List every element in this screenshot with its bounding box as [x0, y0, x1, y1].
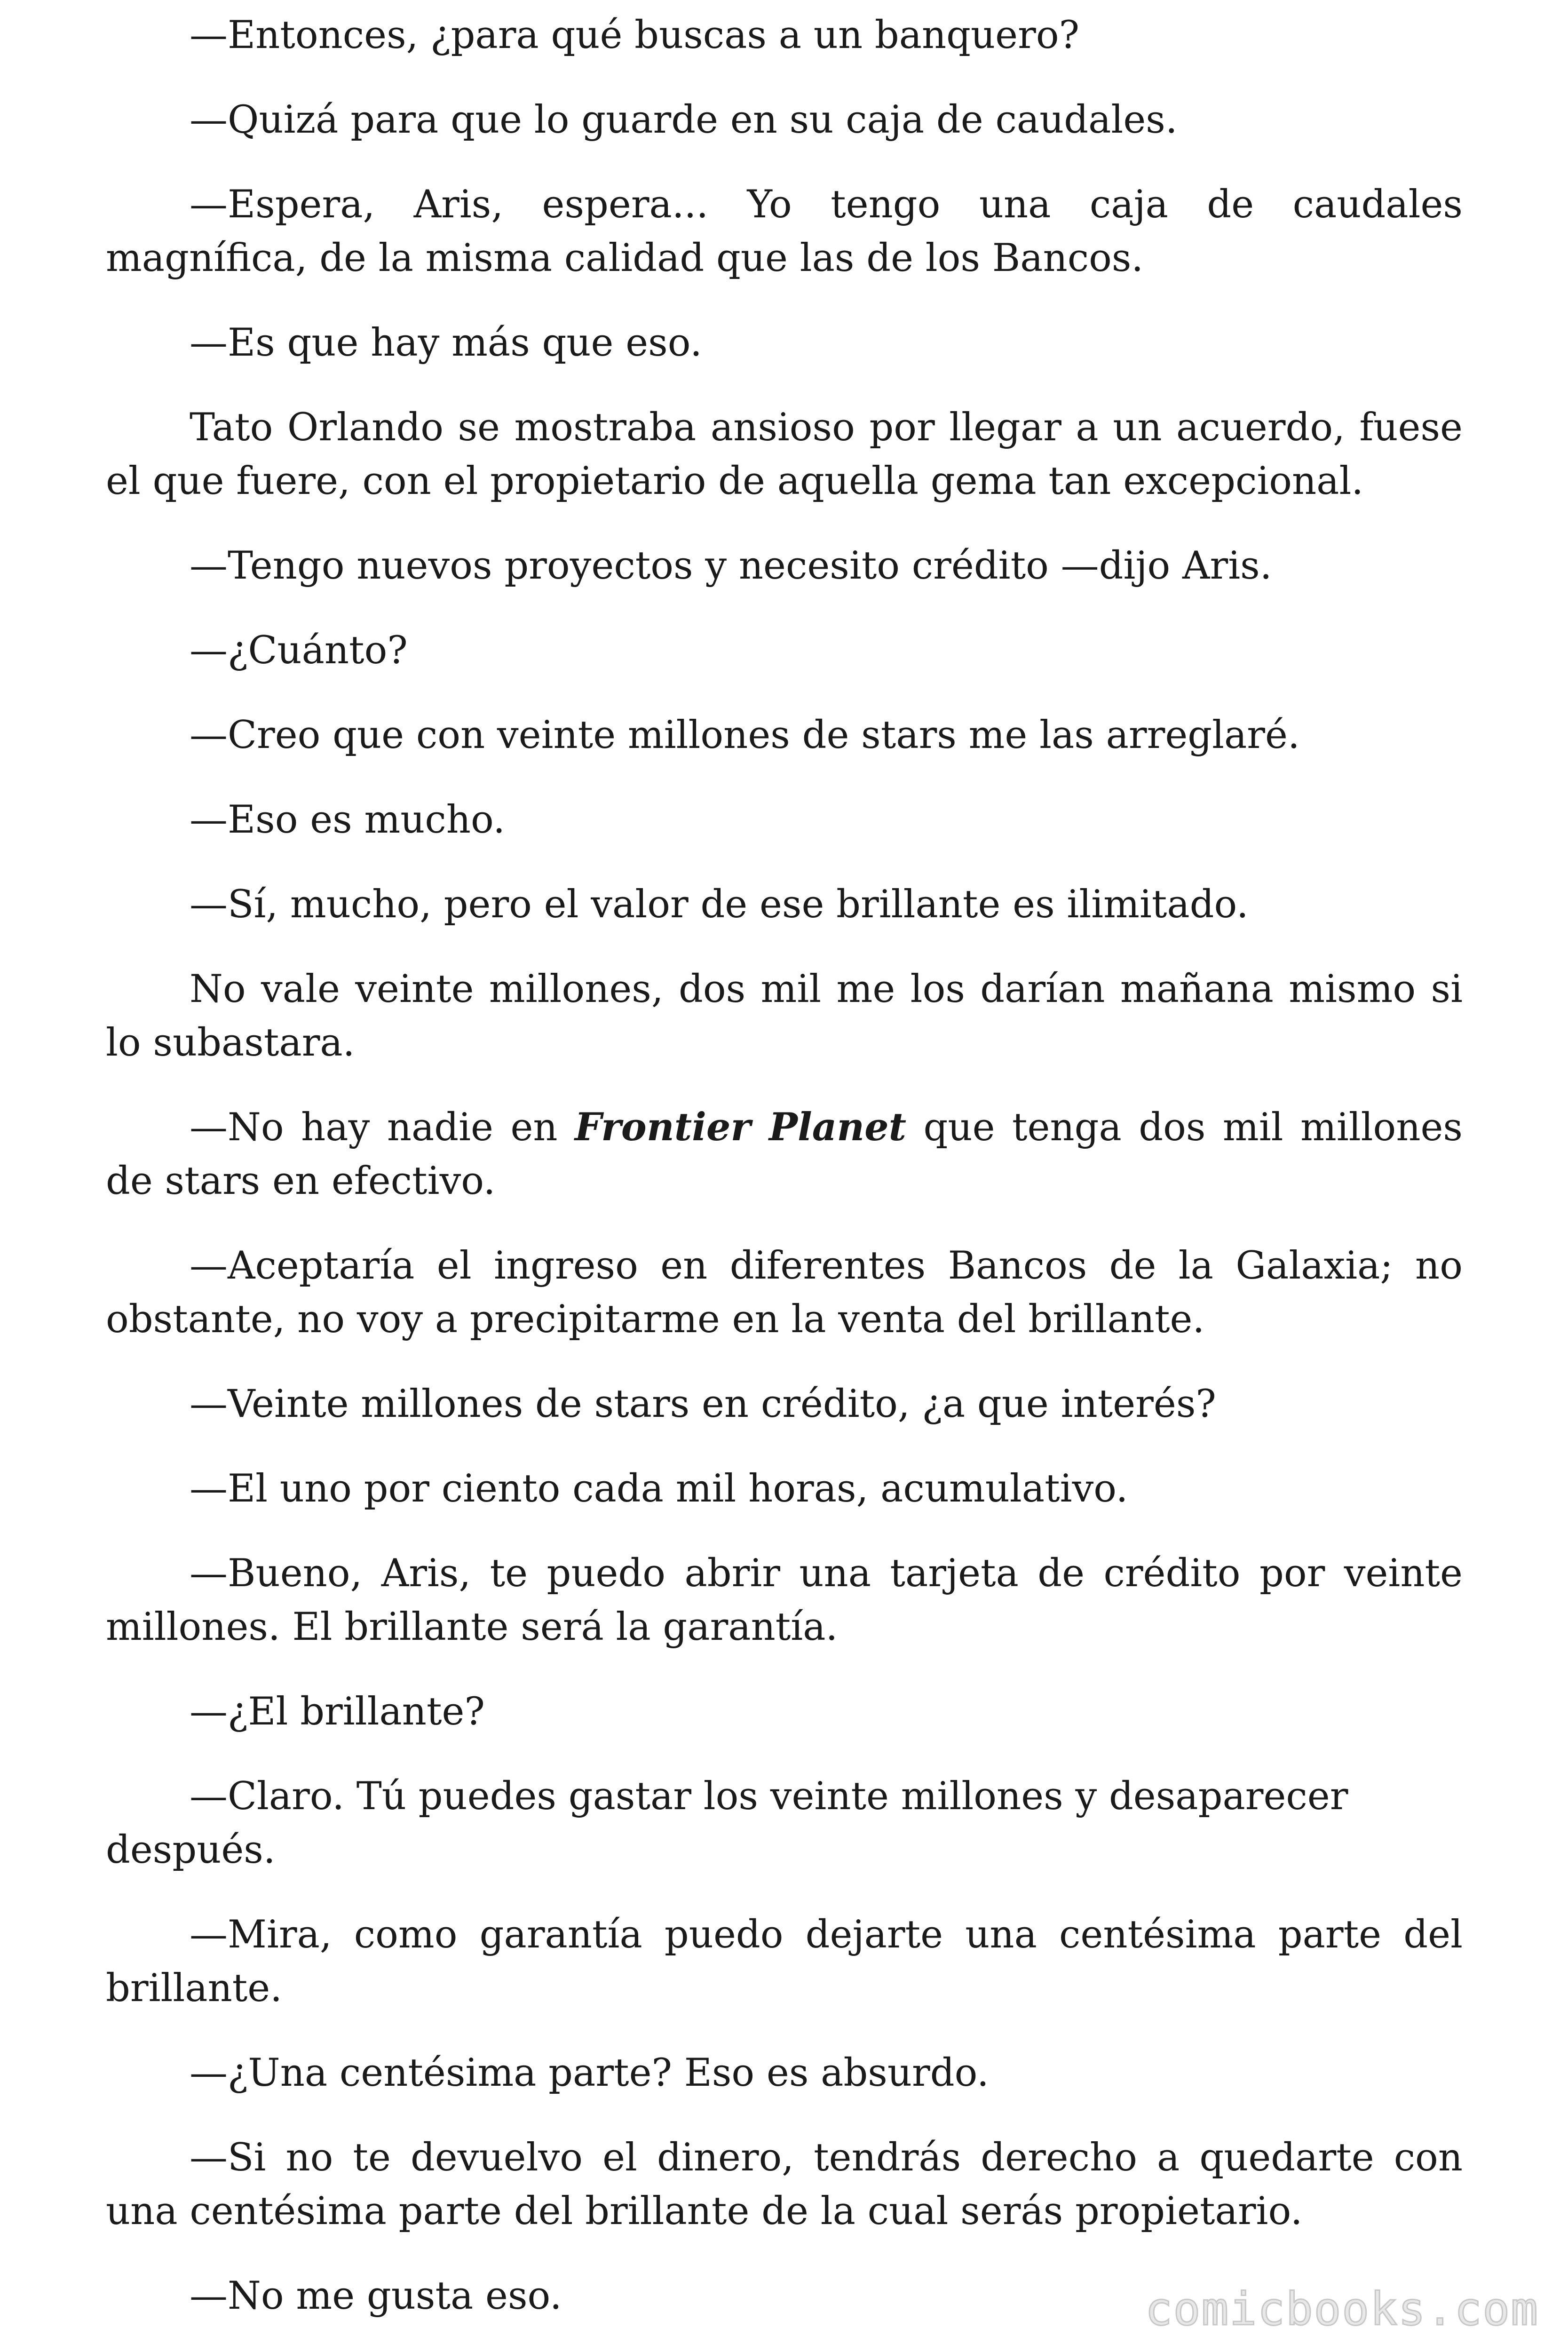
paragraph: [106, 1101, 1463, 1208]
paragraph: —Sí, mucho, pero el valor de ese brillante es ilimitado.: [190, 882, 1249, 927]
paragraph: —¿El brillante?: [190, 1690, 485, 1734]
paragraph: —Entonces, ¿para qué buscas a un banquero?: [190, 13, 1080, 57]
paragraph-text: que tenga dos mil millones de stars en efectivo.: [106, 1105, 1463, 1203]
paragraph: —Eso es mucho.: [190, 798, 506, 842]
paragraph: —Aceptaría el ingreso en diferentes Bancos de la Galaxia; no obstante, no voy a precipitarme en la venta del brillante.: [106, 1244, 1463, 1342]
paragraph-text: —No hay nadie en: [190, 1105, 575, 1150]
paragraph: —¿Una centésima parte? Eso es absurdo.: [190, 2051, 989, 2095]
ship-name-emphasis: Frontier Planet: [575, 1105, 907, 1150]
paragraph: No vale veinte millones, dos mil me los darían mañana mismo si lo subastara.: [106, 967, 1463, 1065]
paragraph: Tato Orlando se mostraba ansioso por llegar a un acuerdo, fuese el que fuere, con el propietario de aquella gema tan excepcional.: [106, 405, 1463, 503]
paragraph: —Bueno, Aris, te puedo abrir una tarjeta de crédito por veinte millones. El brillante será la garantía.: [106, 1551, 1463, 1649]
paragraph: —Es que hay más que eso.: [190, 321, 702, 365]
page-body-text: [106, 8, 1463, 2352]
paragraph: —Veinte millones de stars en crédito, ¿a que interés?: [190, 1382, 1216, 1426]
paragraph: —Claro. Tú puedes gastar los veinte millones y desaparecer después.: [106, 1774, 1348, 1872]
paragraph: —¿Cuánto?: [190, 628, 408, 673]
paragraph: —Tengo nuevos proyectos y necesito crédito —dijo Aris.: [190, 544, 1272, 588]
paragraph: —No me gusta eso.: [190, 2274, 562, 2318]
paragraph: —Creo que con veinte millones de stars me las arreglaré.: [190, 713, 1300, 757]
paragraph: —Mira, como garantía puedo dejarte una centésima parte del brillante.: [106, 1913, 1463, 2010]
paragraph: —Quizá para que lo guarde en su caja de caudales.: [190, 98, 1178, 142]
paragraph: —Si no te devuelvo el dinero, tendrás derecho a quedarte con una centésima parte del brillante de la cual serás propietario.: [106, 2136, 1463, 2233]
watermark: comicbooks.com: [1145, 2283, 1539, 2336]
paragraph: —El uno por ciento cada mil horas, acumulativo.: [190, 1467, 1128, 1511]
paragraph: —Espera, Aris, espera... Yo tengo una caja de caudales magnífica, de la misma calidad que las de los Bancos.: [106, 183, 1463, 280]
